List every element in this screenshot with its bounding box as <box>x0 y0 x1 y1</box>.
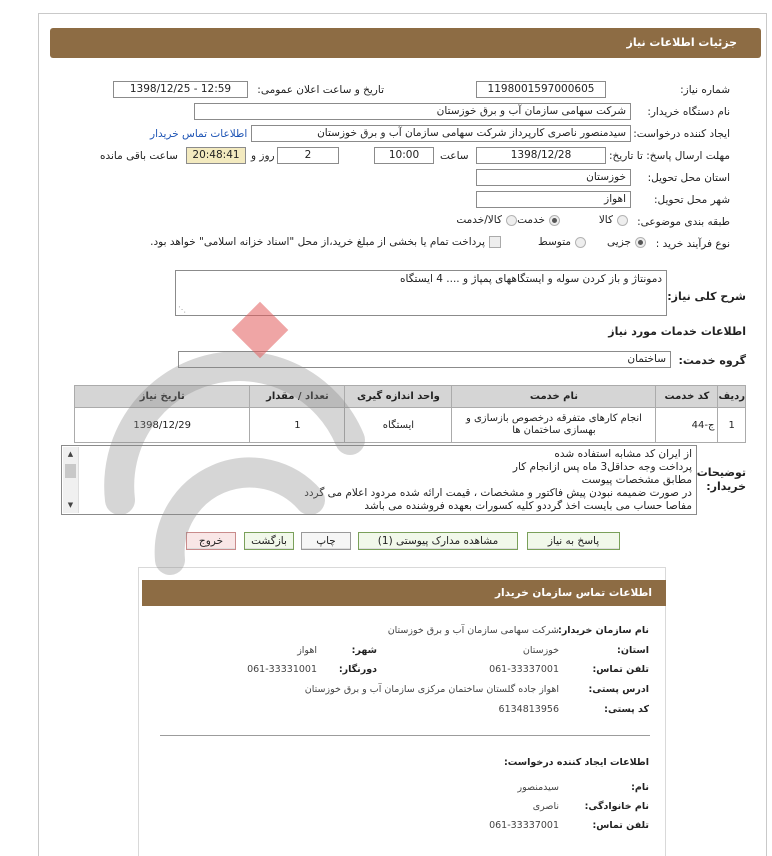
summary-text: دمونتاژ و باز کردن سوله و ایستگاههای پمپاژ و .... 4 ایستگاه <box>400 273 662 285</box>
cell-name: انجام کارهای متفرقه درخصوص بازسازی و بهسازی ساختمان ها <box>452 408 656 443</box>
attachments-button[interactable]: مشاهده مدارک پیوستی (1) <box>358 532 518 550</box>
note-line: در صورت ضمیمه نبودن پیش فاکتور و مشخصات ، قیمت ارائه شده مردود اعلام می گردد <box>304 487 692 499</box>
city-label: شهر محل تحویل: <box>654 194 730 206</box>
cell-unit: ایستگاه <box>345 408 452 443</box>
payment-treasury-option[interactable]: پرداخت تمام یا بخشی از مبلغ خرید،از محل "اسناد خزانه اسلامی" خواهد بود. <box>150 236 501 248</box>
radio-selected-icon[interactable] <box>635 237 646 248</box>
deadline-date-field: 1398/12/28 <box>476 147 606 164</box>
divider <box>160 735 650 736</box>
creator-family-label: نام خانوادگی: <box>584 801 649 812</box>
buyer-org-label: نام دستگاه خریدار: <box>647 106 730 118</box>
need-number-field: 1198001597000605 <box>476 81 606 98</box>
cell-date: 1398/12/29 <box>75 408 250 443</box>
province-label: استان محل تحویل: <box>647 172 730 184</box>
contact-org-value: شرکت سهامی سازمان آب و برق خوزستان <box>387 625 559 636</box>
contact-address-label: ادرس پستی: <box>588 684 649 695</box>
service-group-field: ساختمان <box>178 351 671 368</box>
checkbox-icon[interactable] <box>489 236 501 248</box>
contact-postal-value: 6134813956 <box>498 704 559 715</box>
creator-name-value: سیدمنصور <box>517 782 559 793</box>
days-label: روز و <box>251 150 275 162</box>
contact-card-header <box>142 580 666 606</box>
buyer-contact-card <box>138 567 666 856</box>
buyer-org-field: شرکت سهامی سازمان آب و برق خوزستان <box>194 103 631 120</box>
note-line: مطابق مشخصات پیوست <box>581 474 692 486</box>
contact-fax-label: دورنگار: <box>338 664 377 675</box>
table-header-row <box>75 386 746 408</box>
cell-qty: 1 <box>250 408 345 443</box>
contact-phone-value: 061-33337001 <box>489 664 559 675</box>
cell-row: 1 <box>718 408 746 443</box>
print-button[interactable]: چاپ <box>301 532 351 550</box>
resize-grip-icon[interactable]: ⋰ <box>178 305 186 314</box>
reply-button[interactable]: پاسخ به نیاز <box>527 532 620 550</box>
process-label: نوع فرآیند خرید : <box>655 238 730 250</box>
summary-label: شرح کلی نیاز: <box>667 290 746 303</box>
creator-phone-value: 061-33337001 <box>489 820 559 831</box>
buyer-contact-link[interactable]: اطلاعات تماس خریدار <box>150 128 248 140</box>
category-label: طبقه بندی موضوعی: <box>637 216 730 228</box>
process-option-medium[interactable]: متوسط <box>538 236 586 248</box>
category-option-goods[interactable]: کالا <box>599 214 628 226</box>
contact-org-label: نام سازمان خریدار: <box>558 625 649 636</box>
remaining-label: ساعت باقی مانده <box>100 150 178 162</box>
col-qty: تعداد / مقدار <box>250 386 345 408</box>
summary-textarea <box>175 270 667 316</box>
col-unit: واحد اندازه گیری <box>345 386 452 408</box>
province-field: خوزستان <box>476 169 631 186</box>
contact-card-title: اطلاعات تماس سازمان خریدار <box>495 587 652 599</box>
contact-fax-value: 061-33331001 <box>247 664 317 675</box>
contact-city-label: شهر: <box>351 645 377 656</box>
need-number-label: شماره نیاز: <box>680 84 730 96</box>
buyer-notes-textarea <box>61 445 697 515</box>
creator-phone-label: تلفن تماس: <box>592 820 649 831</box>
deadline-label: مهلت ارسال پاسخ: تا تاریخ: <box>608 150 730 162</box>
cell-code: ج-44 <box>656 408 718 443</box>
contact-province-value: خوزستان <box>522 645 559 656</box>
category-option-both[interactable]: کالا/خدمت <box>456 214 517 226</box>
creator-field: سیدمنصور ناصری کارپرداز شرکت سهامی سازمان آب و برق خوزستان <box>251 125 631 142</box>
page-header <box>50 28 761 58</box>
creator-name-label: نام: <box>631 782 649 793</box>
contact-province-label: استان: <box>617 645 649 656</box>
days-field: 2 <box>277 147 339 164</box>
services-table <box>74 385 746 443</box>
exit-button[interactable]: خروج <box>186 532 236 550</box>
radio-icon[interactable] <box>575 237 586 248</box>
notes-scrollbar[interactable] <box>63 447 79 513</box>
deadline-time-field: 10:00 <box>374 147 434 164</box>
contact-address-value: اهواز جاده گلستان ساختمان مرکزی سازمان آب و برق خوزستان <box>304 684 559 695</box>
radio-icon[interactable] <box>506 215 517 226</box>
creator-family-value: ناصری <box>532 801 559 812</box>
announce-label: تاریخ و ساعت اعلان عمومی: <box>257 84 384 96</box>
col-name: نام خدمت <box>452 386 656 408</box>
note-line: مفاصا حساب می بایست اخذ گرددو کلیه کسورات بعهده فروشنده می باشد <box>364 500 692 512</box>
contact-city-value: اهواز <box>297 645 317 656</box>
radio-selected-icon[interactable] <box>549 215 560 226</box>
col-date: تاریخ نیاز <box>75 386 250 408</box>
scroll-up-icon[interactable]: ▲ <box>67 450 74 458</box>
creator-label: ایجاد کننده درخواست: <box>633 128 730 140</box>
services-section-title: اطلاعات خدمات مورد نیاز <box>608 325 746 338</box>
category-option-service[interactable]: خدمت <box>517 214 560 226</box>
table-row <box>75 408 746 443</box>
note-line: از ایران کد مشابه استفاده شده <box>554 448 692 460</box>
scroll-thumb[interactable] <box>65 464 76 478</box>
remaining-time-field: 20:48:41 <box>186 147 246 164</box>
col-code: کد خدمت <box>656 386 718 408</box>
scroll-down-icon[interactable]: ▼ <box>67 501 74 509</box>
back-button[interactable]: بازگشت <box>244 532 294 550</box>
radio-icon[interactable] <box>617 215 628 226</box>
city-field: اهواز <box>476 191 631 208</box>
col-row: ردیف <box>718 386 746 408</box>
hour-label: ساعت <box>440 150 469 162</box>
process-option-minor[interactable]: جزیی <box>607 236 646 248</box>
note-line: پرداخت وجه حداقل3 ماه پس ازانجام کار <box>512 461 692 473</box>
page-title: جزئیات اطلاعات نیاز <box>626 36 737 49</box>
contact-postal-label: کد پستی: <box>604 704 649 715</box>
contact-phone-label: تلفن تماس: <box>592 664 649 675</box>
announce-field: 1398/12/25 - 12:59 <box>113 81 248 98</box>
buyer-notes-label: توضیحات خریدار: <box>696 466 746 493</box>
creator-info-title: اطلاعات ایجاد کننده درخواست: <box>503 757 649 768</box>
service-group-label: گروه خدمت: <box>678 354 746 367</box>
